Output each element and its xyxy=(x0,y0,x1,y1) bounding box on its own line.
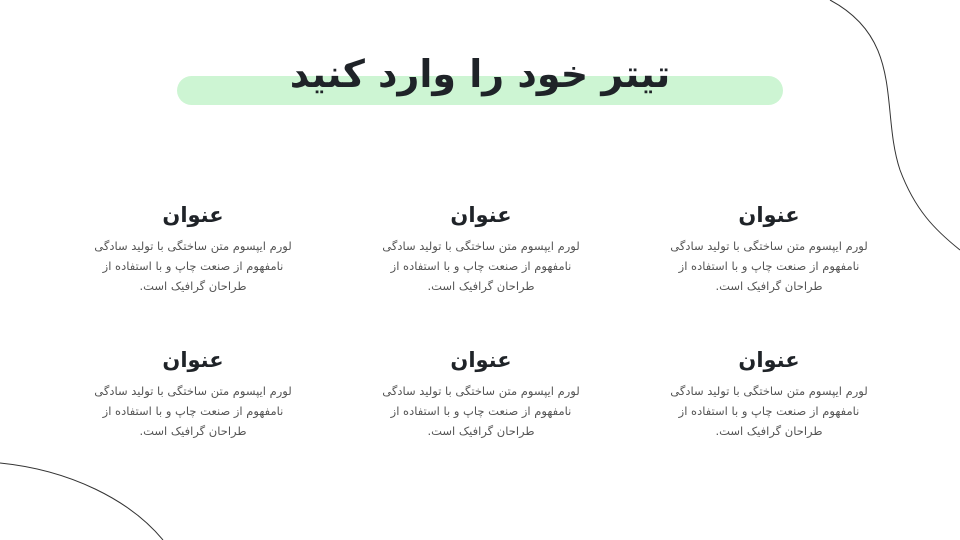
card-text: لورم ایپسوم متن ساختگی با تولید سادگی نامفهوم از صنعت چاپ و با استفاده از طراحان گرافیک است. xyxy=(670,384,868,438)
card-heading: عنوان xyxy=(450,348,512,372)
bottom-left-curve xyxy=(0,463,163,540)
card-heading: عنوان xyxy=(162,348,224,372)
slide-title: تیتر خود را وارد کنید xyxy=(289,52,671,96)
card-text: لورم ایپسوم متن ساختگی با تولید سادگی نامفهوم از صنعت چاپ و با استفاده از طراحان گرافیک است. xyxy=(94,384,292,438)
card-text: لورم ایپسوم متن ساختگی با تولید سادگی نامفهوم از صنعت چاپ و با استفاده از طراحان گرافیک است. xyxy=(382,384,580,438)
card-heading: عنوان xyxy=(738,203,800,227)
card-text: لورم ایپسوم متن ساختگی با تولید سادگی نامفهوم از صنعت چاپ و با استفاده از طراحان گرافیک است. xyxy=(94,239,292,293)
card-top-left xyxy=(83,200,303,296)
card-bottom-middle xyxy=(371,345,591,441)
card-text: لورم ایپسوم متن ساختگی با تولید سادگی نامفهوم از صنعت چاپ و با استفاده از طراحان گرافیک است. xyxy=(670,239,868,293)
card-heading: عنوان xyxy=(738,348,800,372)
card-heading: عنوان xyxy=(162,203,224,227)
card-top-middle xyxy=(371,200,591,296)
card-bottom-right xyxy=(659,345,879,441)
card-heading: عنوان xyxy=(450,203,512,227)
card-bottom-left xyxy=(83,345,303,441)
card-top-right xyxy=(659,200,879,296)
card-text: لورم ایپسوم متن ساختگی با تولید سادگی نامفهوم از صنعت چاپ و با استفاده از طراحان گرافیک است. xyxy=(382,239,580,293)
